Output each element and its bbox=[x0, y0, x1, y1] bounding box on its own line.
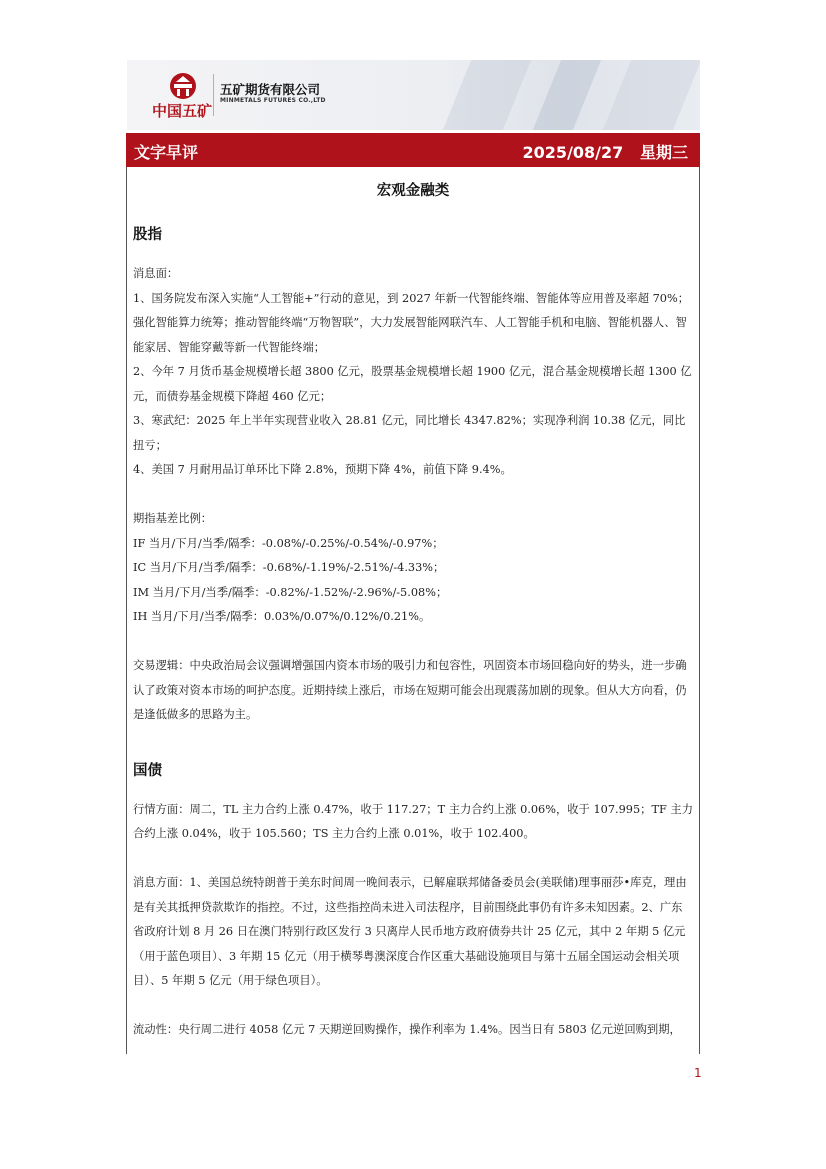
news-label: 消息面： bbox=[133, 267, 179, 280]
basis-row: IH 当月/下月/当季/隔季：0.03%/0.07%/0.12%/0.21%。 bbox=[133, 610, 431, 623]
logo-text: 中国五矿 bbox=[152, 102, 213, 120]
banner-decoration bbox=[443, 60, 531, 130]
company-name-en: MINMETALS FUTURES CO.,LTD bbox=[220, 97, 326, 104]
news-item: 1、国务院发布深入实施“人工智能+”行动的意见，到 2027 年新一代智能终端、智能体等应用普及率超 70%；强化智能算力统筹；推动智能终端“万物智联”，大力发展智能网联汽车、人工智能手机和电脑、智能机器人、智能家居、智能穿戴等新一代智能终端； bbox=[133, 291, 690, 354]
title-bar bbox=[126, 133, 700, 167]
treasury-market: 行情方面：周二，TL 主力合约上涨 0.47%，收于 117.27；T 主力合约上涨 0.06%，收于 107.995；TF 主力合约上涨 0.04%，收于 105.560；TS 主力合约上涨 0.01%，收于 102.400。 bbox=[133, 802, 694, 840]
banner-decoration bbox=[533, 60, 601, 130]
report-type-title: 文字早评 bbox=[134, 143, 199, 162]
treasury-heading: 国债 bbox=[133, 762, 162, 779]
stock-index-heading: 股指 bbox=[133, 227, 162, 243]
basis-row: IF 当月/下月/当季/隔季：-0.08%/-0.25%/-0.54%/-0.97%； bbox=[133, 536, 444, 550]
basis-row: IM 当月/下月/当季/隔季：-0.82%/-1.52%/-2.96%/-5.08%； bbox=[133, 585, 448, 599]
section-title: 宏观金融类 bbox=[376, 183, 450, 199]
treasury-liquidity: 流动性：央行周二进行 4058 亿元 7 天期逆回购操作，操作利率为 1.4%。因当日有 5803 亿元逆回购到期， bbox=[133, 1023, 681, 1036]
banner-decoration bbox=[603, 60, 700, 130]
company-name-cn: 五矿期货有限公司 bbox=[220, 82, 321, 97]
report-body bbox=[133, 167, 693, 1043]
minmetals-logo-icon bbox=[168, 70, 198, 100]
page-number: 1 bbox=[694, 1066, 702, 1080]
treasury-news: 消息方面：1、美国总统特朗普于美东时间周一晚间表示，已解雇联邦储备委员会(美联储)理事丽莎•库克，理由是有关其抵押贷款欺诈的指控。不过，这些指控尚未进入司法程序，目前围绕此事仍有许多未知因素。2、广东省政府计划 8 月 26 日在澳门特别行政区发行 3 只离岸人民币地方政府债券共计 25 亿元，其中 2 年期 5 亿元（用于蓝色项目）、3 年期 15 亿元（用于横琴粤澳深度合作区重大基础设施项目与第十五届全国运动会相关项目）、5 年期 5 亿元（用于绿色项目）。 bbox=[133, 876, 687, 987]
basis-row: IC 当月/下月/当季/隔季：-0.68%/-1.19%/-2.51%/-4.33%； bbox=[133, 561, 445, 574]
news-item: 2、今年 7 月货币基金规模增长超 3800 亿元，股票基金规模增长超 1900 亿元，混合基金规模增长超 1300 亿元，而债券基金规模下降超 460 亿元； bbox=[133, 365, 692, 403]
logo-divider bbox=[213, 74, 214, 116]
news-item: 3、寒武纪：2025 年上半年实现营业收入 28.81 亿元，同比增长 4347.82%；实现净利润 10.38 亿元，同比扭亏； bbox=[133, 414, 686, 452]
basis-label: 期指基差比例： bbox=[133, 512, 213, 525]
trading-logic: 交易逻辑：中央政治局会议强调增强国内资本市场的吸引力和包容性，巩固资本市场回稳向好的势头，进一步确认了政策对资本市场的呵护态度。近期持续上涨后，市场在短期可能会出现震荡加剧的现象。但从大方向看，仍是逢低做多的思路为主。 bbox=[133, 659, 687, 721]
news-item: 4、美国 7 月耐用品订单环比下降 2.8%，预期下降 4%，前值下降 9.4%。 bbox=[133, 463, 512, 476]
header-banner bbox=[127, 60, 700, 130]
report-date: 2025/08/27 星期三 bbox=[522, 143, 688, 162]
